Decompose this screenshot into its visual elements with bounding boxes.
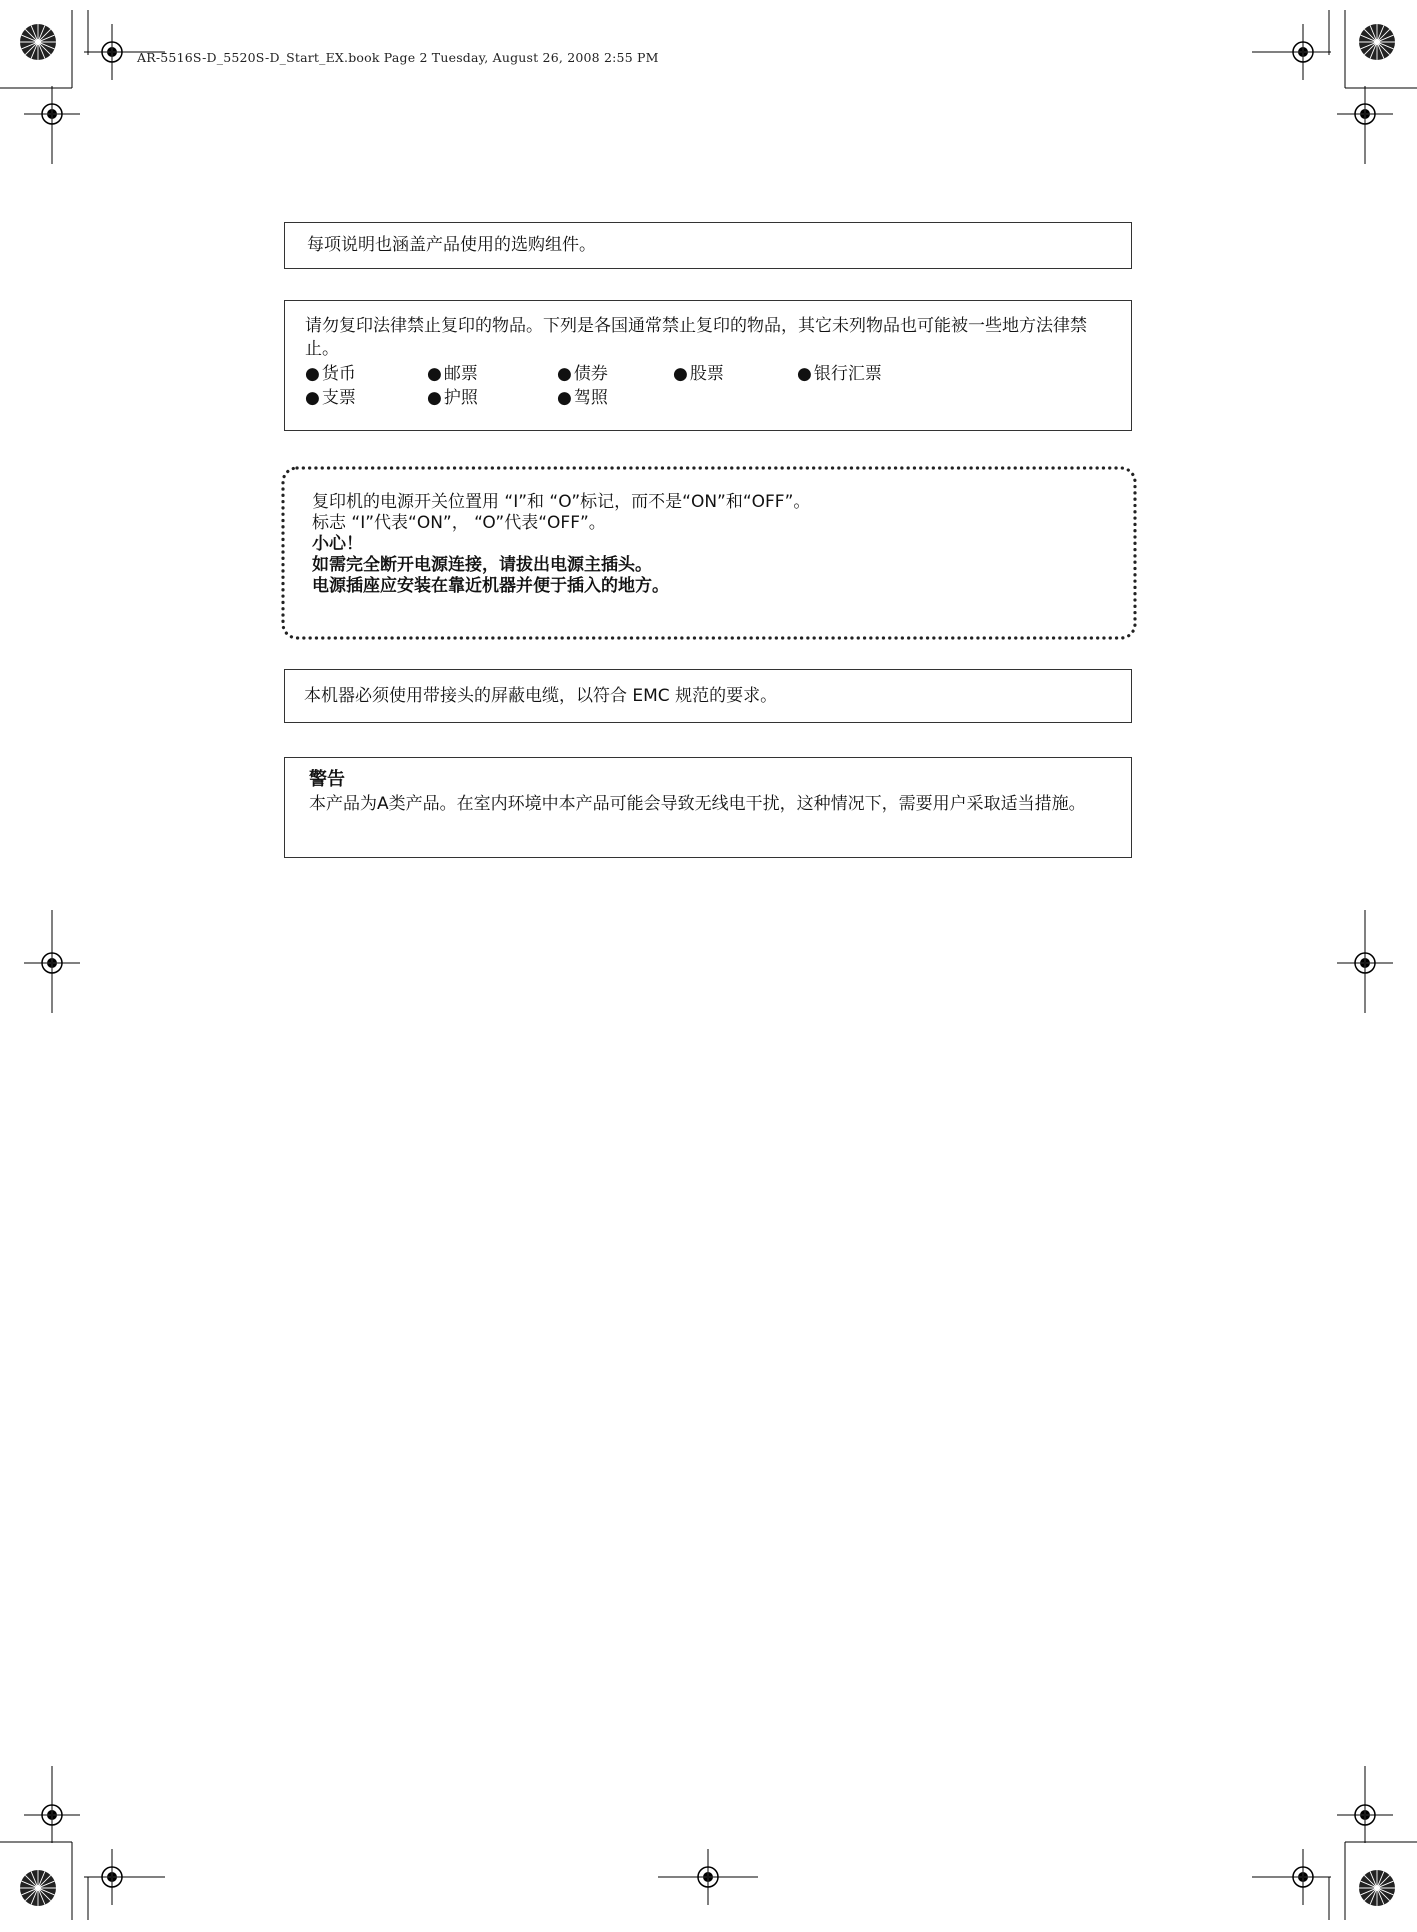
radial-target-icon: [1359, 24, 1395, 60]
power-note-line-2: 标志 “I”代表“ON”， “O”代表“OFF”。: [312, 513, 606, 533]
options-note-text: 每项说明也涵盖产品使用的选购组件。: [307, 235, 596, 255]
list-item: ● 货币: [305, 364, 356, 384]
radial-target-icon: [20, 1870, 56, 1906]
list-item: ● 邮票: [427, 364, 478, 384]
power-switch-note: [312, 492, 1092, 597]
crosshair-circle-icon: [24, 935, 80, 991]
list-item: ● 银行汇票: [797, 364, 882, 384]
power-note-line-1: 复印机的电源开关位置用 “I”和 “O”标记，而不是“ON”和“OFF”。: [312, 492, 811, 512]
options-note-box: [284, 222, 1132, 269]
prohibited-intro: 请勿复印法律禁止复印的物品。下列是各国通常禁止复印的物品，其它未列物品也可能被一些地方法律禁止。: [305, 316, 1087, 359]
emc-note-box: [284, 669, 1132, 723]
warning-box: [284, 757, 1132, 858]
caution-line-1: 如需完全断开电源连接，请拔出电源主插头。: [312, 555, 652, 575]
bullet-icon: ●: [427, 388, 442, 408]
list-item: ● 股票: [673, 364, 724, 384]
crosshair-circle-icon: [1337, 1787, 1393, 1843]
caution-title: 小心！: [312, 534, 363, 554]
bullet-icon: ●: [557, 364, 572, 384]
crosshair-circle-icon: [24, 1787, 80, 1843]
list-item: ● 支票: [305, 388, 356, 408]
bullet-icon: ●: [305, 364, 320, 384]
emc-note-text: 本机器必须使用带接头的屏蔽电缆，以符合 EMC 规范的要求。: [304, 686, 778, 706]
radial-target-icon: [20, 24, 56, 60]
bullet-icon: ●: [557, 388, 572, 408]
crosshair-circle-icon: [1337, 935, 1393, 991]
print-header: AR-5516S-D_5520S-D_Start_EX.book Page 2 Tuesday, August 26, 2008 2:55 PM: [137, 50, 659, 65]
bullet-icon: ●: [427, 364, 442, 384]
list-item: ● 驾照: [557, 388, 608, 408]
bullet-icon: ●: [797, 364, 812, 384]
list-item: ● 债券: [557, 364, 608, 384]
bullet-icon: ●: [305, 388, 320, 408]
warning-body: 本产品为A类产品。在室内环境中本产品可能会导致无线电干扰，这种情况下，需要用户采取适当措施。: [309, 794, 1086, 814]
caution-line-2: 电源插座应安装在靠近机器并便于插入的地方。: [312, 576, 669, 596]
prohibited-items-box: [284, 300, 1132, 431]
list-item: ● 护照: [427, 388, 478, 408]
warning-title: 警告: [309, 769, 345, 790]
crosshair-circle-icon: [1337, 86, 1393, 142]
prohibited-items-row-2: [305, 387, 1111, 409]
crosshair-circle-icon: [24, 86, 80, 142]
prohibited-items-row-1: [305, 363, 1111, 385]
bullet-icon: ●: [673, 364, 688, 384]
radial-target-icon: [1359, 1870, 1395, 1906]
